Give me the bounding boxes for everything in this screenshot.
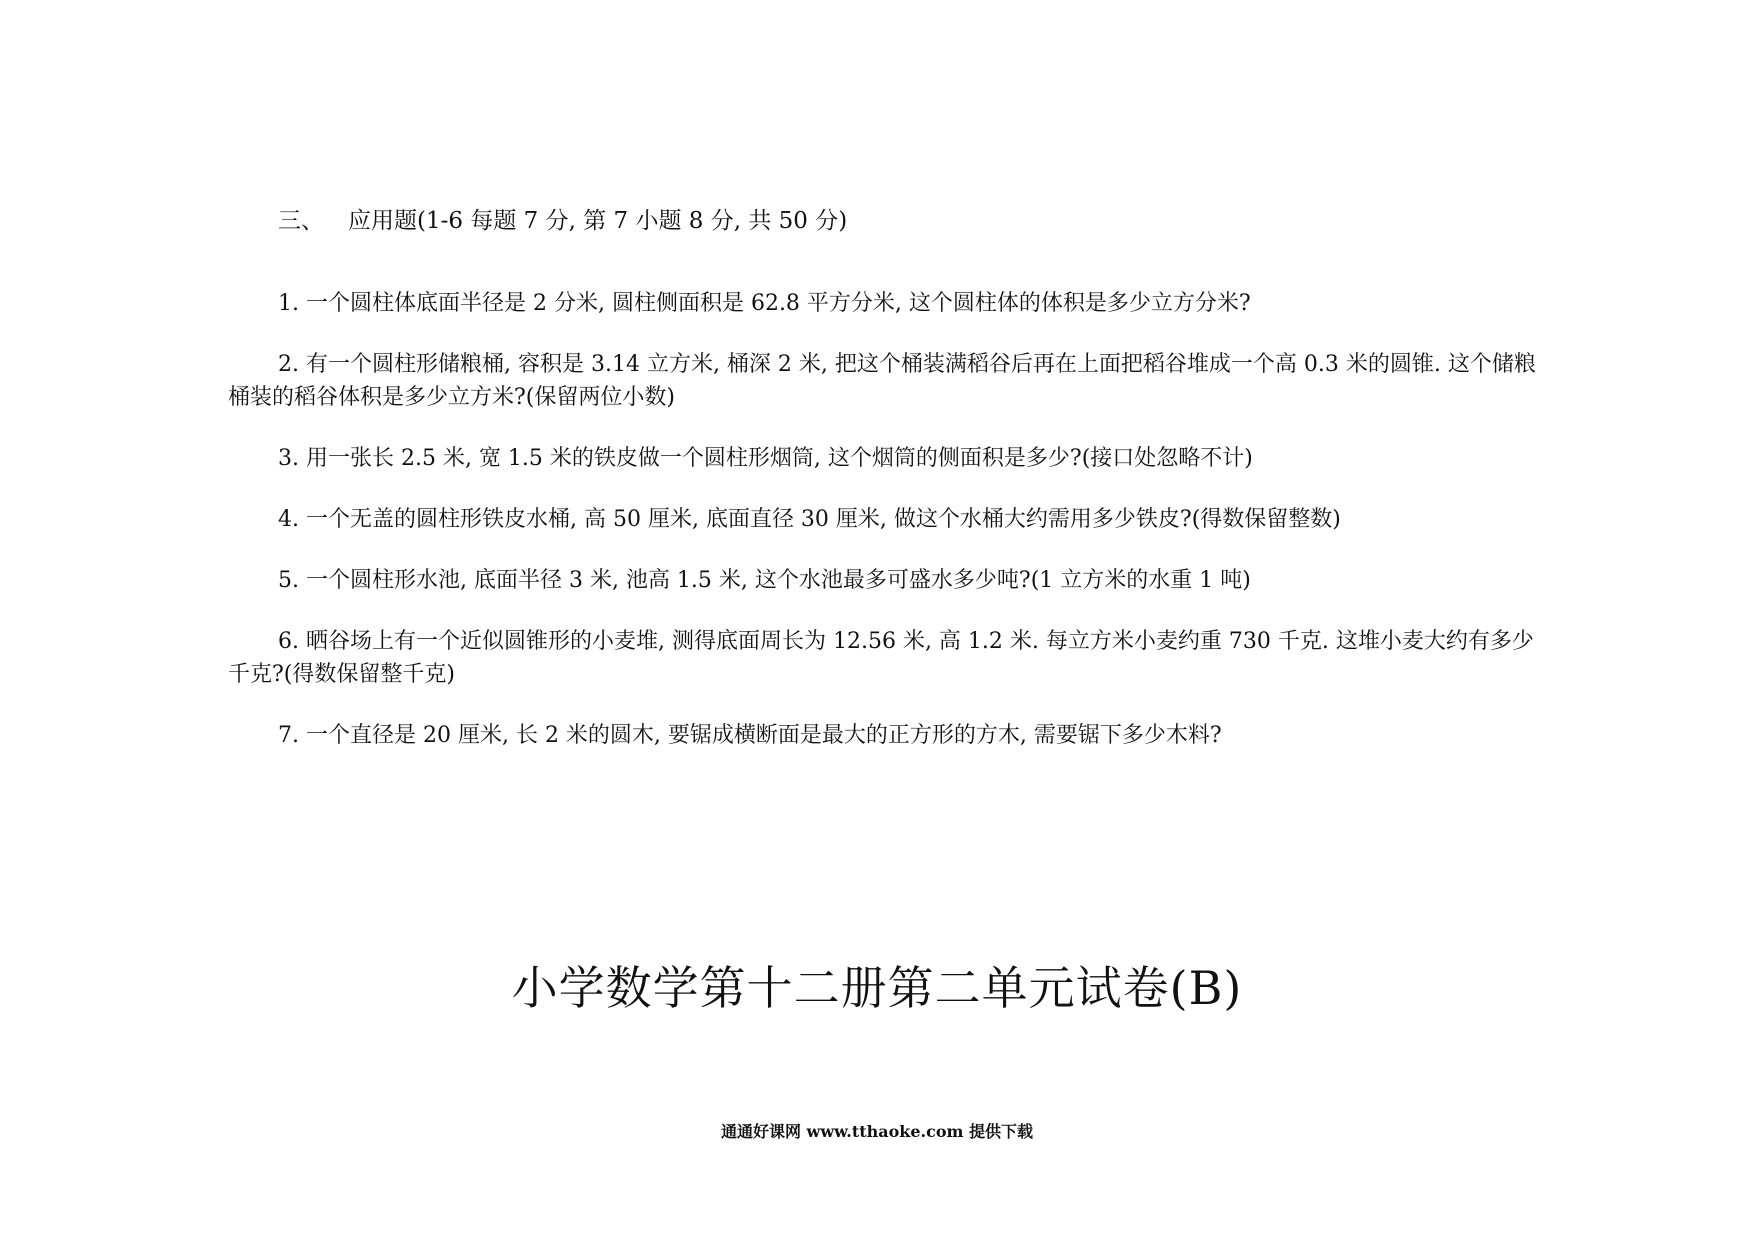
question-3: 3. 用一张长 2.5 米, 宽 1.5 米的铁皮做一个圆柱形烟筒, 这个烟筒的侧面积是多少?(接口处忽略不计) <box>278 446 1253 471</box>
question-1: 1. 一个圆柱体底面半径是 2 分米, 圆柱侧面积是 62.8 平方分米, 这个圆柱体的体积是多少立方分米? <box>278 291 1251 316</box>
exam-title: 小学数学第十二册第二单元试卷(B) <box>511 961 1243 1015</box>
section-number: 三、 <box>278 208 324 234</box>
question-5: 5. 一个圆柱形水池, 底面半径 3 米, 池高 1.5 米, 这个水池最多可盛水多少吨?(1 立方米的水重 1 吨) <box>278 568 1251 593</box>
question-6: 6. 晒谷场上有一个近似圆锥形的小麦堆, 测得底面周长为 12.56 米, 高 1.2 米. 每立方米小麦约重 730 千克. 这堆小麦大约有多少千克?(得数保留整千克) <box>228 629 1534 687</box>
question-2: 2. 有一个圆柱形储粮桶, 容积是 3.14 立方米, 桶深 2 米, 把这个桶装满稻谷后再在上面把稻谷堆成一个高 0.3 米的圆锥. 这个储粮桶装的稻谷体积是多少立方米?(保留两位小数) <box>228 352 1536 410</box>
section-title: 应用题(1-6 每题 7 分, 第 7 小题 8 分, 共 50 分) <box>348 208 848 234</box>
question-7: 7. 一个直径是 20 厘米, 长 2 米的圆木, 要锯成横断面是最大的正方形的方木, 需要锯下多少木料? <box>278 723 1222 748</box>
question-list <box>228 287 1538 780</box>
footer-credit: 通通好课网 www.tthaoke.com 提供下载 <box>720 1122 1034 1141</box>
section-heading <box>278 205 847 237</box>
question-4: 4. 一个无盖的圆柱形铁皮水桶, 高 50 厘米, 底面直径 30 厘米, 做这个水桶大约需用多少铁皮?(得数保留整数) <box>278 507 1341 532</box>
